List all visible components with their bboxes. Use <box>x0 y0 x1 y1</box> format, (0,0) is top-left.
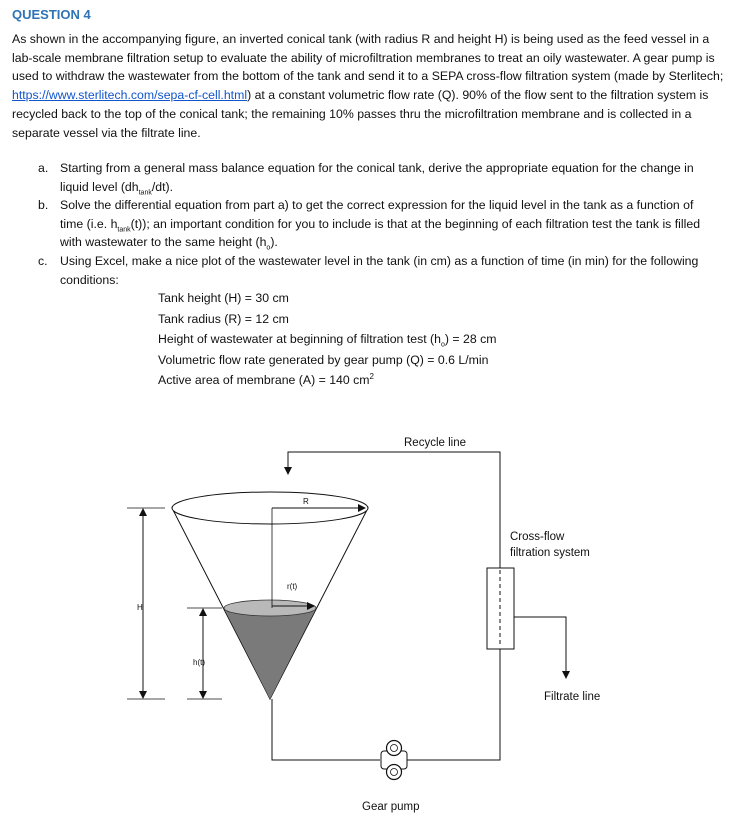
part-a-text: Starting from a general mass balance equation for the conical tank, derive the appropriate equation for the change in liquid level $(dh_{tank}/dt)$. <box>60 161 694 197</box>
cross-flow-label-1: Cross-flow <box>510 531 565 543</box>
part-b-subscript: tank <box>117 226 131 234</box>
h-label: h(t) <box>193 658 205 667</box>
condition-initial-height: Height of wastewater at beginning of filtration test $(h_o) = 28$ cm <box>158 332 497 349</box>
part-a <box>38 159 718 196</box>
gear-pump <box>381 741 407 780</box>
pump-suction-line <box>272 699 380 760</box>
question-intro <box>12 30 724 142</box>
condition-tank-height: Tank height (H) = 30 cm <box>158 291 289 305</box>
question-title: QUESTION 4 <box>12 7 91 22</box>
radius-R-label: R <box>303 497 309 506</box>
gear-pump-label: Gear pump <box>362 801 420 813</box>
condition-flow-rate: Volumetric flow rate generated by gear pump (Q) = 0.6 L/min <box>158 352 489 367</box>
part-b-label: b. <box>38 198 49 212</box>
part-b-subscript-2: o <box>266 244 271 252</box>
H-label: H <box>137 603 143 612</box>
wastewater-liquid <box>224 608 316 699</box>
part-a-subscript: tank <box>138 189 152 197</box>
process-figure <box>0 420 733 829</box>
intro-text-1: As shown in the accompanying figure, an inverted conical tank (with radius R and height H) is being used as the feed vessel in a lab-scale membrane filtration setup to evaluate the ability of microfiltration membranes to treat an oily wastewater. A gear pump is used to withdraw the wastewater from the bottom of the tank and send it to a SEPA cross-flow filtration system (made by Sterlitech; <box>12 32 724 84</box>
part-c-text: Using Excel, make a nice plot of the wastewater level in the tank (in cm) as a function of time (in min) for the following conditions: <box>60 254 699 287</box>
sterlitech-link[interactable]: https://www.sterlitech.com/sepa-cf-cell.html <box>12 88 248 103</box>
radius-r-label: r(t) <box>287 582 298 591</box>
recycle-line-label: Recycle line <box>404 437 466 449</box>
filtrate-line-label: Filtrate line <box>544 691 601 703</box>
conditions-list <box>158 289 497 392</box>
part-b-text: Solve the differential equation from part a) to get the correct expression for the liquid level in the tank as a function of time (i.e. $h_{tank}(t)$); an important condition for you to include is that at the beginning of each filtration test the tank is filled with wastewater to the same height $(h_o)$. <box>60 198 701 252</box>
part-a-label: a. <box>38 161 49 175</box>
condition-membrane-area: Active area of membrane (A) = 140 $cm^2$ <box>158 371 374 387</box>
part-c-label: c. <box>38 254 48 268</box>
part-c <box>38 252 718 289</box>
liquid-surface <box>224 600 316 616</box>
filtrate-line <box>514 617 566 678</box>
part-b <box>38 196 718 252</box>
condition-tank-radius: Tank radius (R) = 12 cm <box>158 311 289 326</box>
cross-flow-label-2: filtration system <box>510 547 590 559</box>
intro-text-2: ) at a constant volumetric flow rate (Q). 90% of the flow sent to the filtration system is recycled back to the top of the conical tank; the remaining 10% passes thru the microfiltration membrane and is collected in a separate vessel via the filtrate line. <box>12 88 709 140</box>
pump-discharge-line <box>407 649 500 760</box>
